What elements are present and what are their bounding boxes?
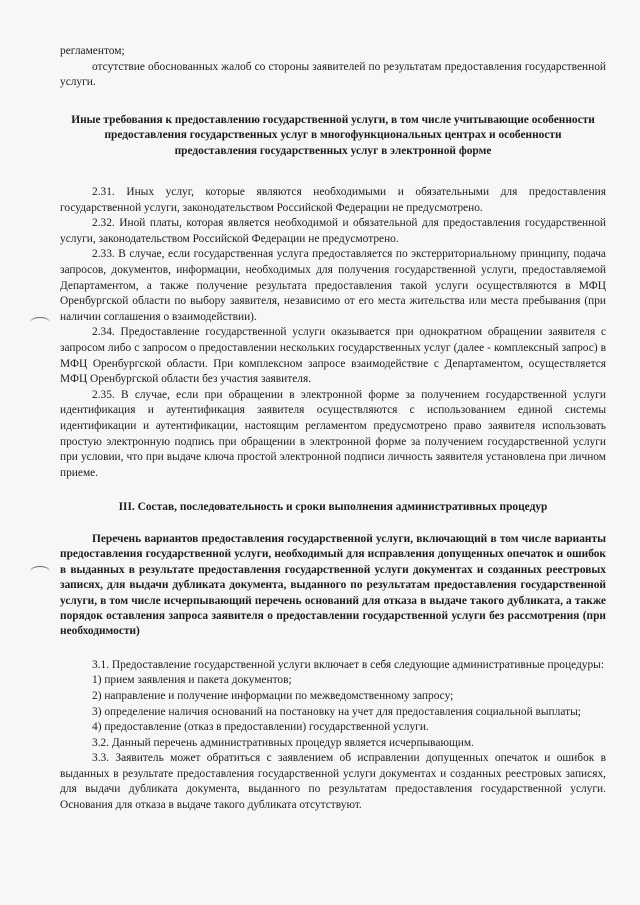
paragraph-3-1: 3.1. Предоставление государственной услуги включает в себя следующие административные процедуры: <box>92 658 604 671</box>
section-3-title: III. Состав, последовательность и сроки выполнения административных процедур <box>118 501 548 514</box>
list-item-2: 2) направление и получение информации по межведомственному запросу; <box>92 689 454 702</box>
margin-hole-mark-upper <box>30 317 50 328</box>
heading-other-requirements: Иные требования к предоставлению государственной услуги, в том числе учитывающие особенности предоставления государственных услуг в многофункциональных центрах и особенности предоставления государственных услуг в электронной форме <box>71 113 595 157</box>
paragraph-3-3: 3.3. Заявитель может обратиться с заявлением об исправлении допущенных опечаток и ошибок в выданных в результате предоставления государственной услуги документах и созданных реестровых записях, для выдачи дубликата документа, выданного по результатам предоставления государственной услуги. Основания для отказа в выдаче такого дубликата отсутствуют. <box>60 752 606 812</box>
paragraph-2-34: 2.34. Предоставление государственной услуги оказывается при однократном обращении заявителя с запросом либо с запросом о предоставлении нескольких государственных услуг (далее - комплексный запрос) в МФЦ Оренбургской области. При комплексном запросе взаимодействие с Департаментом, осуществляется МФЦ Оренбургской области без участия заявителя. <box>60 326 606 386</box>
paragraph-2-31: 2.31. Иных услуг, которые являются необходимыми и обязательными для предоставления государственной услуги, законодательством Российской Федерации не предусмотрено. <box>60 186 606 214</box>
paragraph-2-35: 2.35. В случае, если при обращении в электронной форме за получением государственной услуги идентификация и аутентификация заявителя осуществляются с использованием единой системы идентификации и аутентификации, настоящим регламентом предусмотрено право заявителя использовать простую электронную подпись при обращении в электронной форме за получением государственной услуги при условии, что при выдаче ключа простой электронной подписи личность заявителя установлена при личном приеме. <box>60 388 606 479</box>
paragraph-3-2: 3.2. Данный перечень административных процедур является исчерпывающим. <box>92 736 474 749</box>
list-item-4: 4) предоставление (отказ в предоставлении) государственной услуги. <box>92 721 429 734</box>
heading-variants-list: Перечень вариантов предоставления государственной услуги, включающий в том числе варианты предоставления государственной услуги, необходимый для исправления допущенных опечаток и ошибок в выданных в результате предоставления государственной услуги документах и созданных реестровых записях, для выдачи дубликата документа, выданного по результатам предоставления государственной услуги, в том числе исчерпывающий перечень оснований для отказа в выдаче такого дубликата, а также порядок оставления запроса заявителя о предоставлении государственной услуги без рассмотрения (при необходимости) <box>60 532 606 638</box>
paragraph-reglament-tail: регламентом; <box>60 45 125 57</box>
paragraph-no-complaints: отсутствие обоснованных жалоб со стороны заявителей по результатам предоставления государственной услуги. <box>60 60 606 89</box>
paragraph-2-32: 2.32. Иной платы, которая является необходимой и обязательной для предоставления государственной услуги, законодательством Российской Федерации не предусмотрено. <box>60 217 606 245</box>
list-item-3: 3) определение наличия оснований на постановку на учет для предоставления социальной выплаты; <box>92 705 581 718</box>
list-item-1: 1) прием заявления и пакета документов; <box>92 674 292 687</box>
paragraph-2-33: 2.33. В случае, если государственная услуга предоставляется по экстерриториальному принципу, подача запросов, документов, информации, необходимых для получения государственной услуги, предоставляемой Департаментом, а также получение результата предоставления такой услуги осуществляются в МФЦ Оренбургской области по выбору заявителя, независимо от его места жительства или места пребывания (при наличии соглашения о взаимодействии). <box>60 248 606 323</box>
margin-hole-mark-lower <box>30 566 50 577</box>
